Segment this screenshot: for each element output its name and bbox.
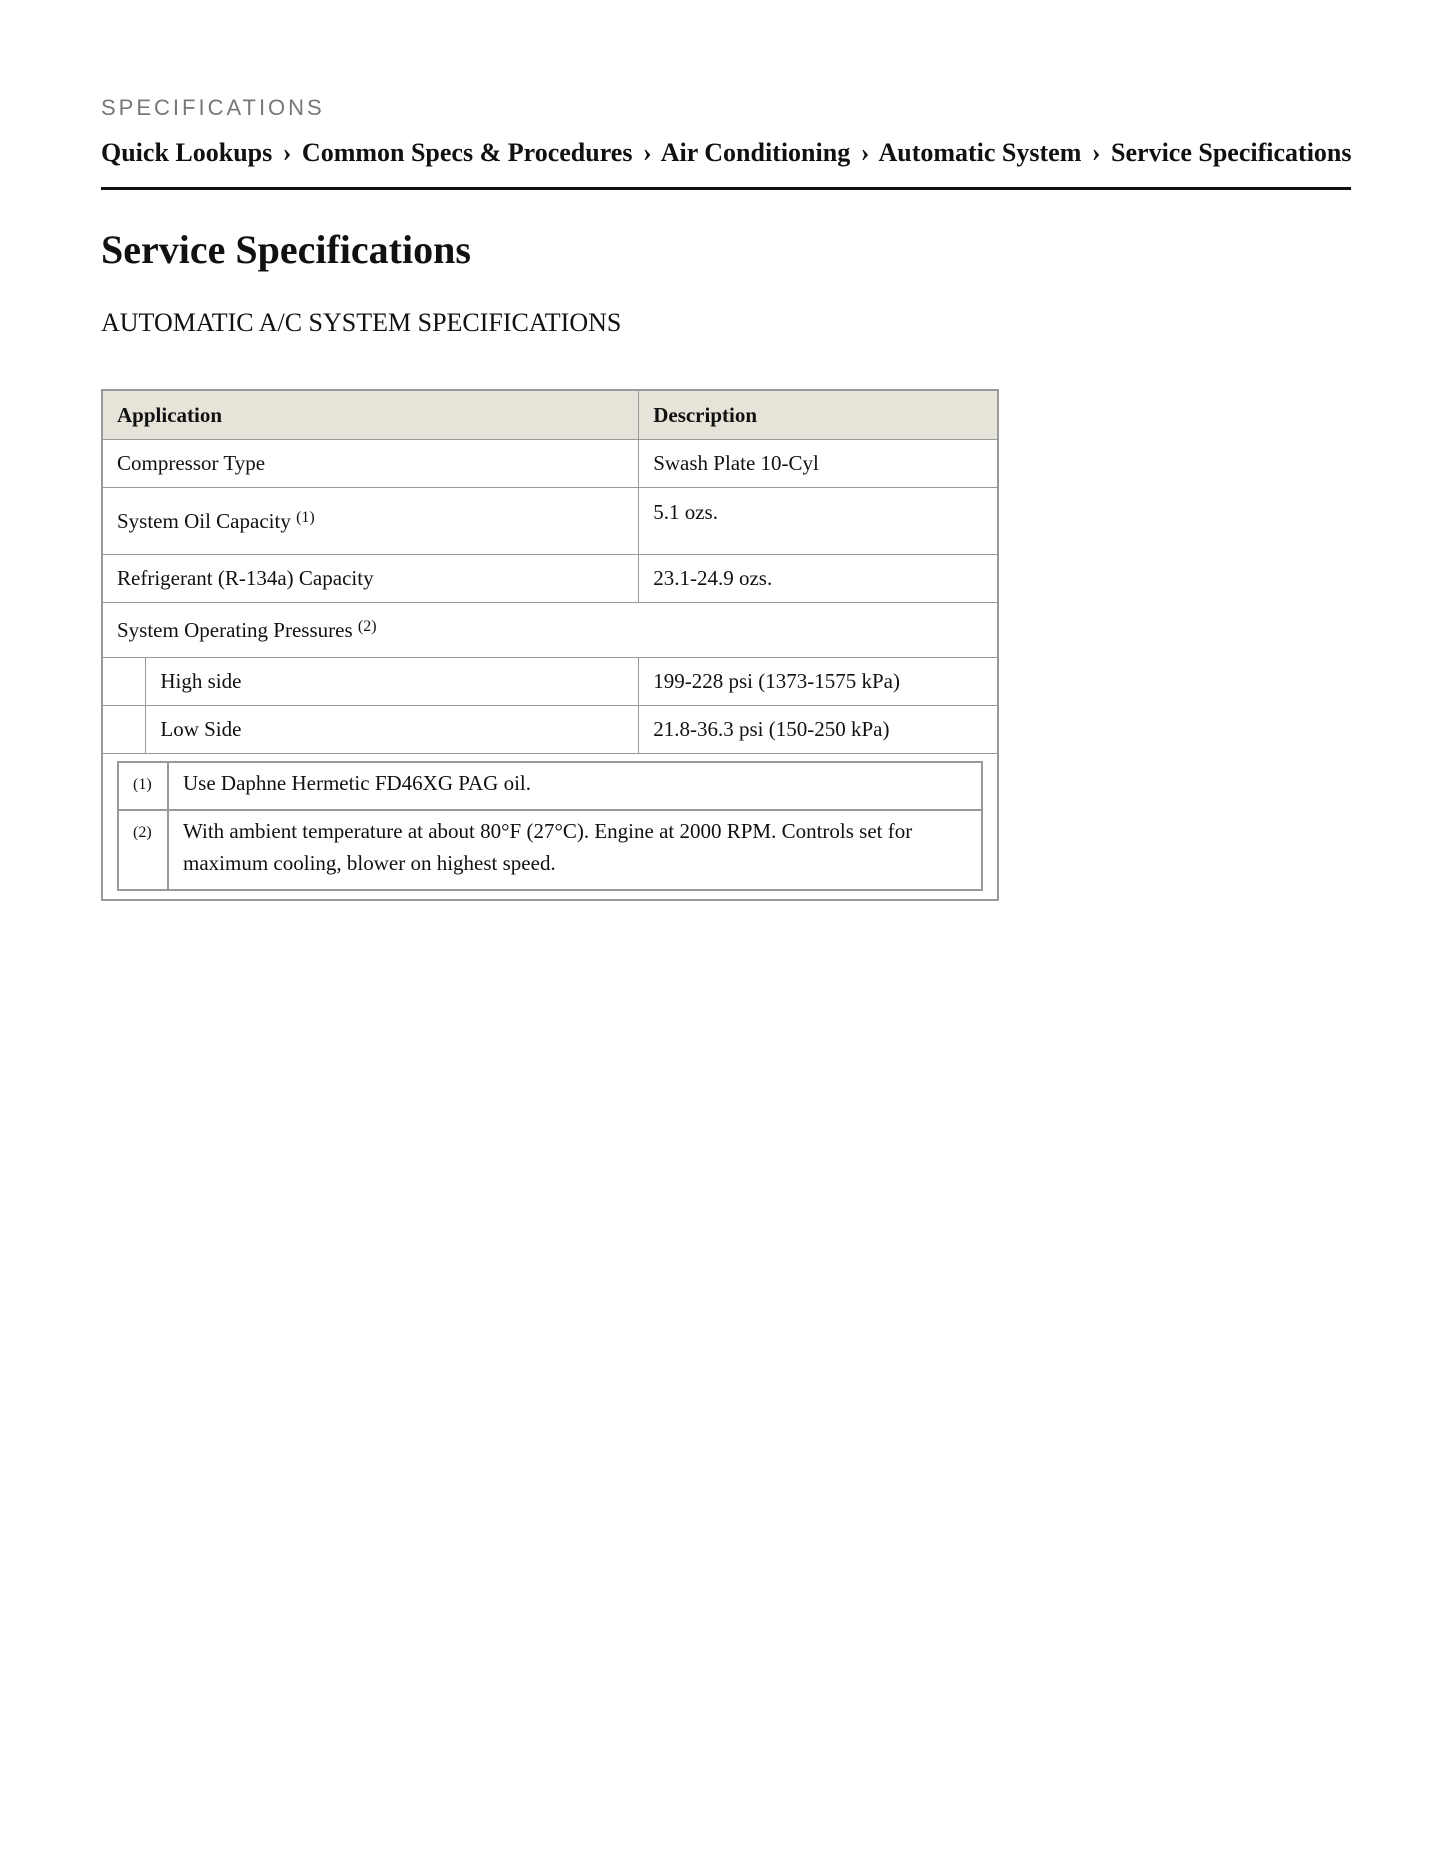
table-subrow	[102, 706, 998, 754]
indent-cell	[102, 658, 146, 706]
breadcrumb-separator: ›	[860, 138, 870, 167]
cell-description: 199-228 psi (1373-1575 kPa)	[639, 658, 998, 706]
cell-description: 23.1-24.9 ozs.	[639, 555, 998, 603]
notes-cell	[102, 754, 998, 901]
cell-application: High side	[146, 658, 639, 706]
footnote-number: (2)	[119, 811, 169, 889]
cell-application: Compressor Type	[102, 440, 639, 488]
cell-group-label	[102, 603, 998, 658]
footnote	[119, 763, 981, 811]
cell-application: Refrigerant (R-134a) Capacity	[102, 555, 639, 603]
section-subtitle: AUTOMATIC A/C SYSTEM SPECIFICATIONS	[101, 308, 622, 337]
footnotes-table	[117, 761, 983, 891]
footnote-number: (1)	[119, 763, 169, 811]
breadcrumb-item-quick-lookups[interactable]: Quick Lookups	[101, 138, 273, 167]
table-subrow	[102, 658, 998, 706]
notes-row	[102, 754, 998, 901]
table-group-row	[102, 603, 998, 658]
section-label: SPECIFICATIONS	[101, 95, 325, 120]
table-row	[102, 440, 998, 488]
specifications-table	[101, 389, 999, 901]
cell-description: 21.8-36.3 psi (150-250 kPa)	[639, 706, 998, 754]
footnote	[119, 811, 981, 889]
breadcrumb-item-air-conditioning[interactable]: Air Conditioning	[660, 138, 851, 167]
group-label-text: System Operating Pressures	[117, 617, 353, 642]
cell-application-text: System Oil Capacity	[117, 508, 291, 533]
breadcrumb-separator: ›	[282, 138, 292, 167]
breadcrumb-separator: ›	[1091, 138, 1101, 167]
cell-description: Swash Plate 10-Cyl	[639, 440, 998, 488]
breadcrumb-item-common-specs[interactable]: Common Specs & Procedures	[301, 138, 633, 167]
footnote-ref[interactable]: (1)	[296, 508, 315, 526]
cell-application	[102, 488, 639, 555]
cell-description: 5.1 ozs.	[639, 488, 998, 555]
column-header-application: Application	[102, 390, 639, 440]
indent-cell	[102, 706, 146, 754]
footnote-text: With ambient temperature at about 80°F (27°C). Engine at 2000 RPM. Controls set for maximum cooling, blower on highest speed.	[183, 819, 913, 875]
breadcrumb-item-automatic-system[interactable]: Automatic System	[878, 138, 1082, 167]
footnote-ref[interactable]: (2)	[357, 617, 377, 635]
header-divider	[101, 187, 1351, 190]
breadcrumb-separator: ›	[642, 138, 652, 167]
breadcrumb-item-service-specifications[interactable]: Service Specifications	[1111, 138, 1352, 167]
page-title: Service Specifications	[101, 227, 471, 272]
footnote-text: Use Daphne Hermetic FD46XG PAG oil.	[169, 763, 981, 811]
column-header-description: Description	[639, 390, 998, 440]
breadcrumb	[101, 138, 1351, 168]
table-header-row	[102, 390, 998, 440]
table-row	[102, 488, 998, 555]
table-row	[102, 555, 998, 603]
cell-application: Low Side	[146, 706, 639, 754]
